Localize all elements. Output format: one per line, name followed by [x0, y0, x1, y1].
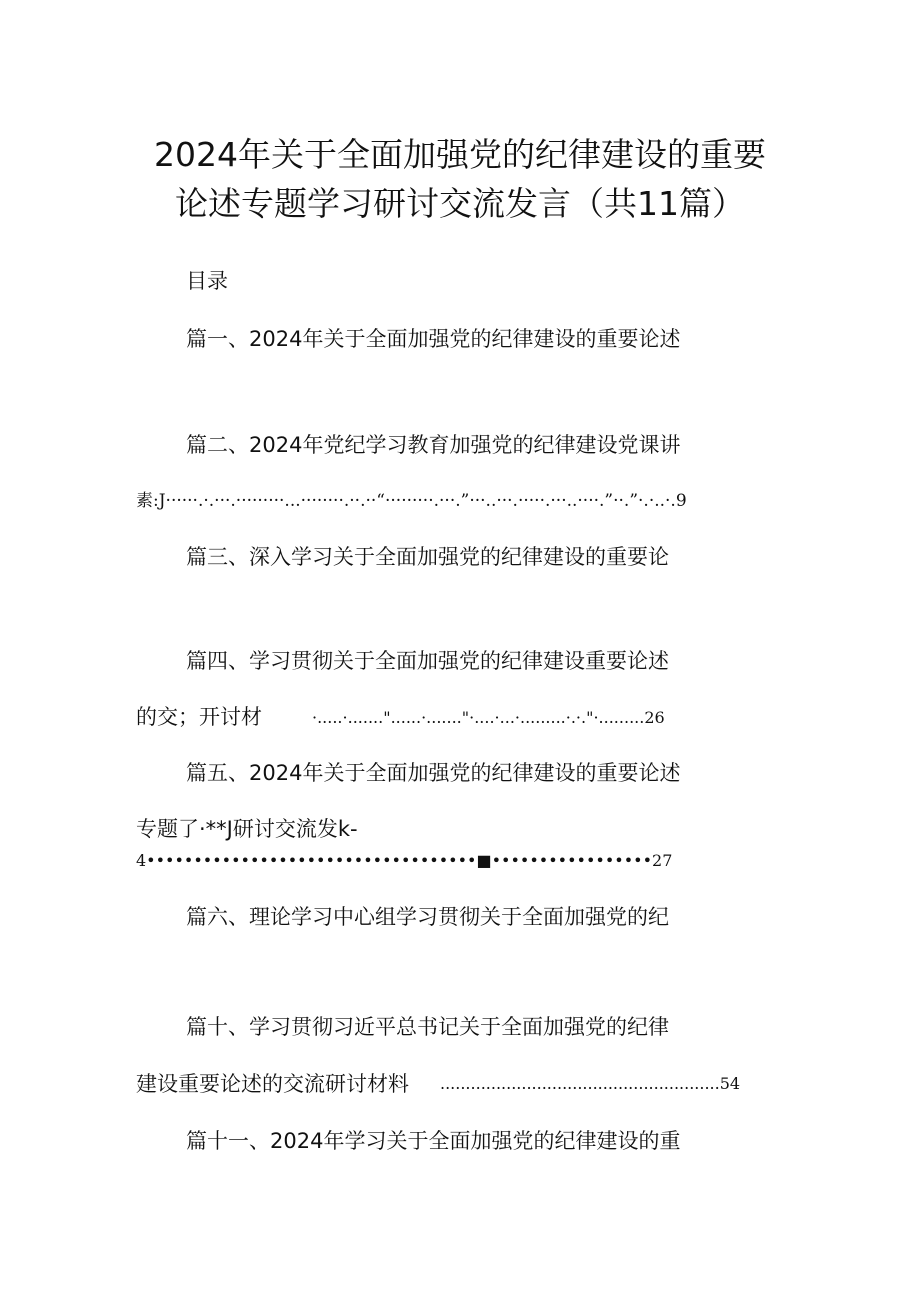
toc-entry-1[interactable]: 篇一、2024年关于全面加强党的纪律建设的重要论述 — [186, 327, 681, 351]
document-title-line-1: 2024年关于全面加强党的纪律建设的重要 — [154, 135, 766, 174]
toc-entry-7[interactable]: 篇十、学习贯彻习近平总书记关于全面加强党的纪律 — [186, 1015, 669, 1039]
toc-heading: 目录 — [186, 269, 228, 293]
document-title-line-2: 论述专题学习研讨交流发言（共11篇） — [175, 184, 745, 223]
toc-entry-4-leader: ·.....·......."......·......."·....·...·.........·.·."·.........26 — [312, 708, 665, 727]
toc-entry-5-line-2: 专题了·**J研讨交流发k- — [136, 817, 358, 841]
toc-entry-4-label: 的交；开讨材 — [136, 705, 262, 729]
toc-entry-3[interactable]: 篇三、深入学习关于全面加强党的纪律建设的重要论 — [186, 545, 669, 569]
toc-entry-6[interactable]: 篇六、理论学习中心组学习贯彻关于全面加强党的纪 — [186, 905, 669, 929]
toc-entry-2[interactable]: 篇二、2024年党纪学习教育加强党的纪律建设党课讲 — [186, 433, 681, 457]
toc-entry-8[interactable]: 篇十一、2024年学习关于全面加强党的纪律建设的重 — [186, 1129, 681, 1153]
toc-entry-4[interactable]: 篇四、学习贯彻关于全面加强党的纪律建设重要论述 — [186, 649, 669, 673]
toc-entry-2-leader: 素:J······.·.···.·········...········.··.··“·········.···.”···..···.·····.···..····.”··.”·.·..·.9 — [136, 491, 687, 511]
toc-entry-7-label: 建设重要论述的交流研讨材料 — [136, 1072, 409, 1096]
toc-entry-7-leader: .......................................................54 — [440, 1074, 741, 1093]
toc-entry-5-leader: 4•••••••••••••••••••••••••••••••••••■•••••••••••••••••27 — [136, 851, 673, 870]
toc-entry-5[interactable]: 篇五、2024年关于全面加强党的纪律建设的重要论述 — [186, 761, 681, 785]
